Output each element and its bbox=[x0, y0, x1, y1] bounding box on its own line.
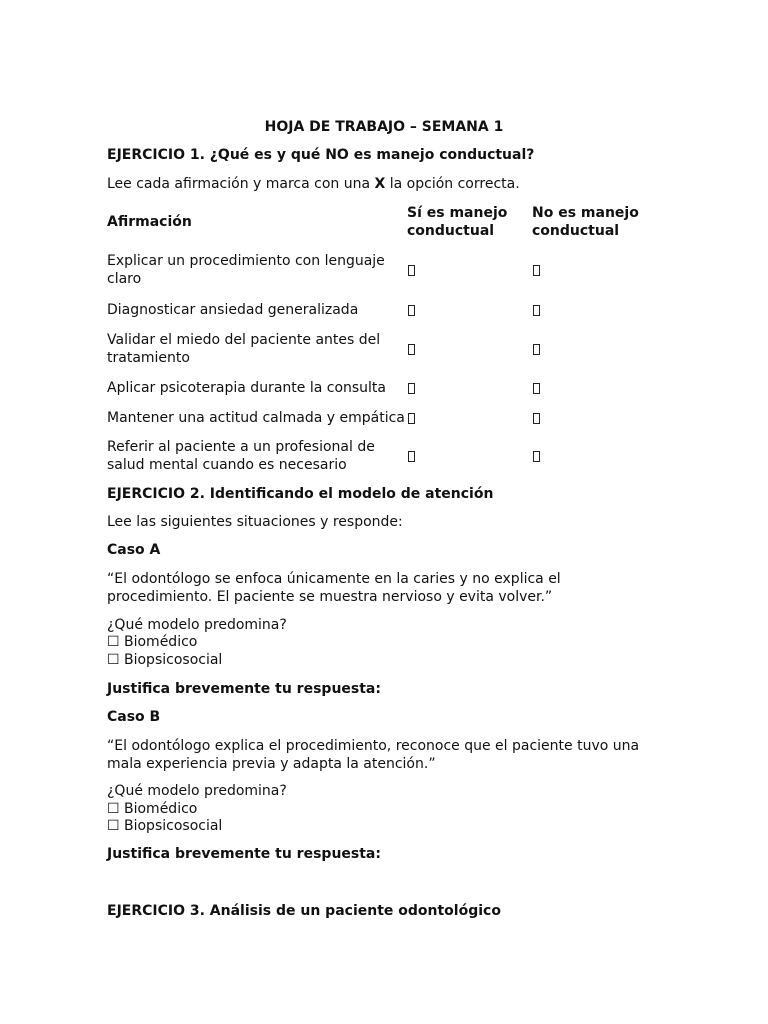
caso-a-option-biomedico[interactable]: ☐ Biomédico bbox=[107, 634, 198, 650]
caso-a-question: ¿Qué modelo predomina? bbox=[107, 617, 287, 633]
checkbox-si[interactable] bbox=[408, 383, 415, 394]
caso-b-quote: “El odontólogo explica el procedimiento, reconoce que el paciente tuvo una mala experiencia previa y adapta la atención.” bbox=[107, 738, 640, 772]
caso-b-option-biomedico[interactable]: ☐ Biomédico bbox=[107, 801, 198, 817]
caso-b-justify: Justifica brevemente tu respuesta: bbox=[107, 846, 381, 862]
checkbox-no[interactable] bbox=[533, 451, 540, 462]
row-text: Aplicar psicoterapia durante la consulta bbox=[107, 380, 387, 396]
row-text: Mantener una actitud calmada y empática bbox=[107, 410, 405, 426]
checkbox-si[interactable] bbox=[408, 413, 415, 424]
caso-b-option-biopsicosocial[interactable]: ☐ Biopsicosocial bbox=[107, 818, 223, 834]
row-text: Validar el miedo del paciente antes del tratamiento bbox=[107, 332, 381, 366]
row-text: Referir al paciente a un profesional de salud mental cuando es necesario bbox=[107, 439, 375, 473]
page-title: HOJA DE TRABAJO – SEMANA 1 bbox=[264, 119, 504, 135]
instruction-mark: X bbox=[374, 176, 386, 192]
checkbox-no[interactable] bbox=[533, 344, 540, 355]
header-afirmacion: Afirmación bbox=[107, 214, 192, 230]
row-text: Explicar un procedimiento con lenguaje claro bbox=[107, 253, 385, 287]
caso-a-quote: “El odontólogo se enfoca únicamente en la caries y no explica el procedimiento. El paciente se muestra nervioso y evita volver.” bbox=[107, 571, 561, 605]
caso-b-label: Caso B bbox=[107, 709, 161, 725]
checkbox-si[interactable] bbox=[408, 265, 415, 276]
caso-a-label: Caso A bbox=[107, 542, 161, 558]
checkbox-no[interactable] bbox=[533, 265, 540, 276]
ejercicio2-instruction: Lee las siguientes situaciones y responde: bbox=[107, 514, 403, 530]
instruction-pre: Lee cada afirmación y marca con una bbox=[107, 176, 375, 192]
caso-b-question: ¿Qué modelo predomina? bbox=[107, 783, 287, 799]
row-text: Diagnosticar ansiedad generalizada bbox=[107, 302, 359, 318]
header-no: No es manejo conductual bbox=[532, 205, 639, 239]
header-si: Sí es manejo conductual bbox=[407, 205, 508, 239]
checkbox-si[interactable] bbox=[408, 344, 415, 355]
ejercicio1-instruction bbox=[107, 176, 520, 192]
checkbox-no[interactable] bbox=[533, 305, 540, 316]
ejercicio1-heading: EJERCICIO 1. ¿Qué es y qué NO es manejo conductual? bbox=[107, 147, 535, 163]
checkbox-si[interactable] bbox=[408, 451, 415, 462]
caso-a-justify: Justifica brevemente tu respuesta: bbox=[107, 681, 381, 697]
caso-a-option-biopsicosocial[interactable]: ☐ Biopsicosocial bbox=[107, 652, 223, 668]
checkbox-no[interactable] bbox=[533, 413, 540, 424]
instruction-post: la opción correcta. bbox=[385, 176, 520, 192]
checkbox-si[interactable] bbox=[408, 305, 415, 316]
ejercicio2-heading: EJERCICIO 2. Identificando el modelo de atención bbox=[107, 486, 494, 502]
ejercicio3-heading: EJERCICIO 3. Análisis de un paciente odontológico bbox=[107, 903, 501, 919]
checkbox-no[interactable] bbox=[533, 383, 540, 394]
